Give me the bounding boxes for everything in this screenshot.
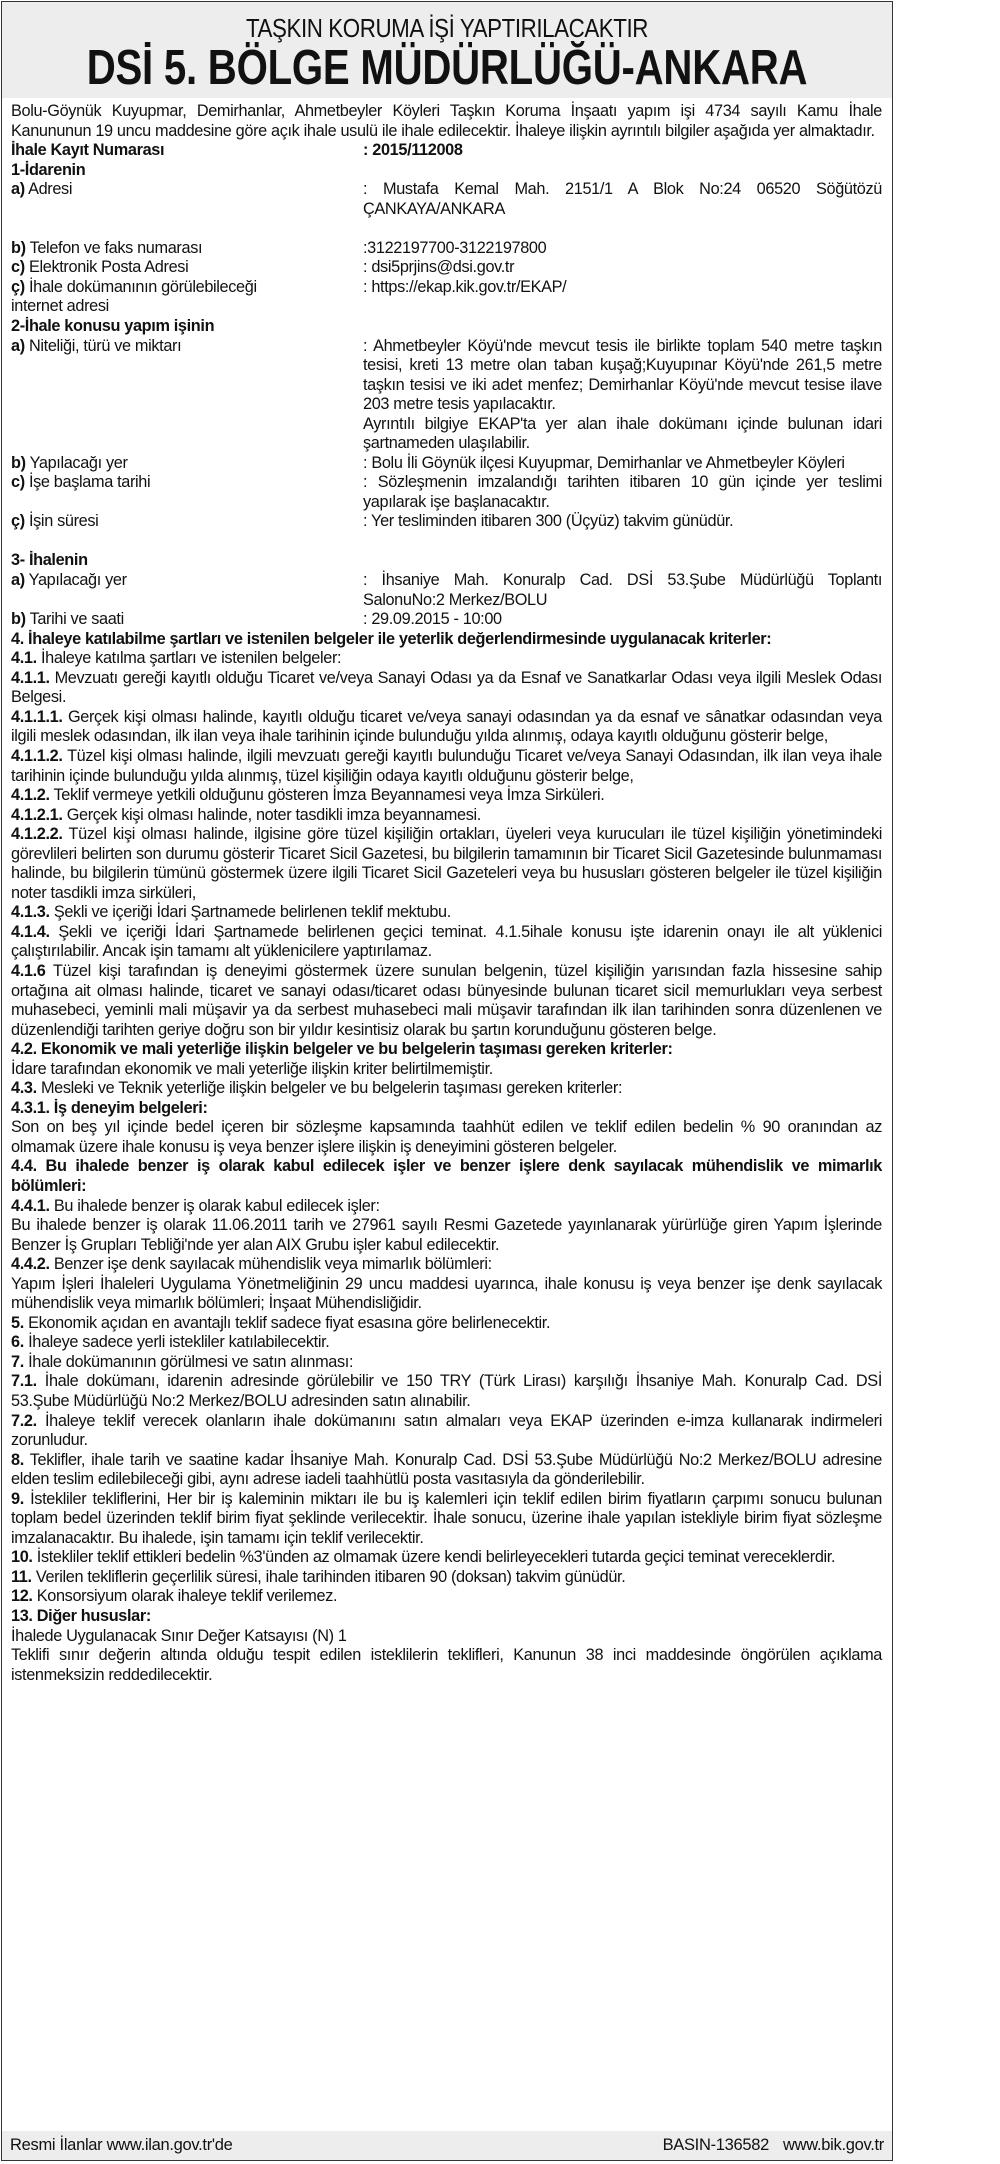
item-key: a)	[11, 571, 25, 590]
item-key: ç)	[11, 512, 25, 531]
notice-header	[2, 2, 892, 98]
item-label: İhale dokümanının görülebileceği internet adresi	[11, 277, 257, 316]
item-value: : İhsaniye Mah. Konuralp Cad. DSİ 53.Şube Müdürlüğü Toplantı SalonuNo:2 Merkez/BOLU	[363, 571, 882, 609]
item-value: :3122197700-3122197800	[363, 238, 547, 257]
item-key: c)	[11, 473, 25, 492]
press-code: BASIN-136582	[662, 2136, 770, 2154]
item-label: Yapılacağı yer	[28, 571, 127, 590]
tender-notice	[1, 1, 893, 2161]
notice-title: DSİ 5. BÖLGE MÜDÜRLÜĞÜ-ANKARA	[86, 41, 808, 95]
clause: 4.1.3. Şekli ve içeriği İdari Şartnamede belirlenen teklif mektubu.	[11, 903, 451, 922]
item-value-note: Ayrıntılı bilgiye EKAP'ta yer alan ihale dokümanı içinde bulunan idari şartnameden ulaşılabilir.	[363, 414, 882, 453]
clause: 4.3. Mesleki ve Teknik yeterliğe ilişkin belgeler ve bu belgelerin taşıması gereken kriterler:	[11, 1079, 623, 1098]
clause: 7. İhale dokümanının görülmesi ve satın alınması:	[11, 1352, 354, 1371]
clauses-list	[11, 630, 882, 1686]
item-label: İşin süresi	[28, 512, 99, 531]
item-key: b)	[11, 610, 26, 629]
tender-datetime-row	[11, 610, 882, 630]
clause: 4.1.1. Mevzuatı gereği kayıtlı olduğu Ticaret ve/veya Sanayi Odası ya da Esnaf ve Sanatkarlar Odası veya ilgili Meslek Odası Belgesi.	[11, 668, 882, 707]
item-key: c)	[11, 258, 25, 277]
item-label: Yapılacağı yer	[29, 453, 128, 472]
item-label: Adresi	[28, 180, 73, 199]
section-3-heading: 3- İhalenin	[11, 551, 88, 570]
clause: 8. Teklifler, ihale tarih ve saatine kadar İhsaniye Mah. Konuralp Cad. DSİ 53.Şube Müdürlüğü No:2 Merkez/BOLU adresine elden teslim edilebileceği gibi, aynı adrese iadeli taahhütlü posta vasıtasıyla da gönderilebilir.	[11, 1450, 882, 1489]
clause: 4. İhaleye katılabilme şartları ve istenilen belgeler ile yeterlik değerlendirmesinde uygulanacak kriterler:	[11, 629, 772, 648]
clause: 13. Diğer hususlar:	[11, 1607, 151, 1626]
clause: 12. Konsorsiyum olarak ihaleye teklif verilemez.	[11, 1587, 338, 1606]
clause: Teklifi sınır değerin altında olduğu tespit edilen isteklilerin teklifleri, Kanunun 38 inci maddesinde öngörülen açıklama istenmeksizin reddedilecektir.	[11, 1646, 882, 1684]
clause: 6. İhaleye sadece yerli istekliler katılabilecektir.	[11, 1333, 330, 1352]
item-value: : Mustafa Kemal Mah. 2151/1 A Blok No:24 06520 Söğütözü ÇANKAYA/ANKARA	[363, 180, 882, 218]
item-label: Telefon ve faks numarası	[29, 238, 203, 257]
clause: 4.1.1.2. Tüzel kişi olması halinde, ilgili mevzuatı gereği kayıtlı bulunduğu Ticaret ve/veya Sanayi Odasından, ilk ilan veya ihale tarihinin içinde bulunduğu yılda alınmış, tüzel kişiliğin odaya kayıtlı olduğunu gösterir belge,	[11, 746, 882, 785]
item-label: Elektronik Posta Adresi	[28, 258, 189, 277]
clause: 7.2. İhaleye teklif verecek olanların ihale dokümanını satın almaları veya EKAP üzerinden e-imza kullanarak indirmeleri zorunludur.	[11, 1411, 882, 1450]
item-label: İşe başlama tarihi	[28, 473, 151, 492]
item-key: b)	[11, 238, 26, 257]
admin-address-row	[11, 180, 882, 219]
clause: 4.4. Bu ihalede benzer iş olarak kabul edilecek işler ve benzer işlere denk sayılacak mühendislik ve mimarlık bölümleri:	[11, 1157, 882, 1195]
clause: 9. İstekliler tekliflerini, Her bir iş kaleminin miktarı ile bu iş kalemleri için teklif edilen birim fiyatların çarpımı sonucu bulunan toplam bedel üzerinden teklif birim fiyat şeklinde verilecektir. İhale sonucu, üzerine ihale yapılan istekliyle birim fiyat sözleşme imzalanacaktır. Bu ihalede, işin tamamı için teklif verilecektir.	[11, 1489, 882, 1547]
section-2-heading: 2-İhale konusu yapım işinin	[11, 316, 215, 335]
clause: Yapım İşleri İhaleleri Uygulama Yönetmeliğinin 29 uncu maddesi uyarınca, ihale konusu iş veya benzer işe denk sayılacak mühendislik veya mimarlık bölümleri; İnşaat Mühendisliğidir.	[11, 1274, 882, 1313]
website-link: : https://ekap.kik.gov.tr/EKAP/	[363, 277, 567, 296]
clause: 5. Ekonomik açıdan en avantajlı teklif sadece fiyat esasına göre belirlenecektir.	[11, 1313, 551, 1332]
clause: 4.1.2. Teklif vermeye yetkili olduğunu gösteren İmza Beyannamesi veya İmza Sirküleri.	[11, 786, 605, 805]
work-location-row	[11, 454, 882, 474]
notice-body	[2, 98, 892, 1685]
registry-number-row	[11, 141, 882, 161]
clause: 4.3.1. İş deneyim belgeleri:	[11, 1098, 208, 1117]
admin-email-row	[11, 258, 882, 278]
clause: 4.1.4. Şekli ve içeriği İdari Şartnamede belirlenen geçici teminat. 4.1.5ihale konusu işte idarenin onayı ile alt yüklenici çalıştırılabilir. Ancak işin tamamı alt yüklenicilere yaptırılamaz.	[11, 922, 882, 961]
clause: 4.1. İhaleye katılma şartları ve istenilen belgeler:	[11, 649, 342, 668]
work-nature-row	[11, 337, 882, 454]
admin-website-row	[11, 278, 882, 317]
registry-label: İhale Kayıt Numarası	[11, 141, 165, 160]
item-key: a)	[11, 180, 25, 199]
duration-row	[11, 512, 882, 532]
email-link: : dsi5prjins@dsi.gov.tr	[363, 258, 515, 277]
registry-value: : 2015/112008	[363, 141, 463, 160]
item-label: Tarihi ve saati	[29, 610, 124, 629]
official-ads-link[interactable]: Resmi İlanlar www.ilan.gov.tr'de	[10, 2136, 233, 2154]
clause: 7.1. İhale dokümanı, idarenin adresinde görülebilir ve 150 TRY (Türk Lirası) karşılığı İhsaniye Mah. Konuralp Cad. DSİ 53.Şube Müdürlüğü No:2 Merkez/BOLU adresinden satın alınabilir.	[11, 1372, 882, 1410]
notice-subtitle: TAŞKIN KORUMA İŞİ YAPTIRILACAKTIR	[245, 13, 649, 43]
clause: Son on beş yıl içinde bedel içeren bir sözleşme kapsamında taahhüt edilen ve teklif edilen bedelin % 90 oranından az olmamak üzere ihale konusu iş veya benzer işlere ilişkin iş deneyimini gösteren belgeler.	[11, 1118, 882, 1156]
item-key: b)	[11, 453, 26, 472]
item-value: : Yer tesliminden itibaren 300 (Üçyüz) takvim günüdür.	[363, 512, 734, 531]
clause: 10. İstekliler teklif ettikleri bedelin %3'ünden az olmamak üzere kendi belirleyecekleri tutarda geçici teminat vereceklerdir.	[11, 1548, 836, 1567]
item-value: : 29.09.2015 - 10:00	[363, 610, 502, 629]
clause: İdare tarafından ekonomik ve mali yeterliğe ilişkin kriter belirtilmemiştir.	[11, 1059, 493, 1078]
item-value: : Bolu İli Göynük ilçesi Kuyupmar, Demirhanlar ve Ahmetbeyler Köyleri	[363, 453, 845, 472]
item-key: a)	[11, 336, 25, 355]
start-date-row	[11, 473, 882, 512]
clause: Bu ihalede benzer iş olarak 11.06.2011 tarih ve 27961 sayılı Resmi Gazetede yayınlanarak yürürlüğe giren Yapım İşlerinde Benzer İş Grupları Tebliği'nde yer alan AIX Grubu işler kabul edilecektir.	[11, 1216, 882, 1254]
item-label: Niteliği, türü ve miktarı	[28, 336, 182, 355]
bik-website-link[interactable]: www.bik.gov.tr	[783, 2136, 884, 2154]
intro-paragraph: Bolu-Göynük Kuyupmar, Demirhanlar, Ahmetbeyler Köyleri Taşkın Koruma İnşaatı yapım işi 4734 sayılı Kamu İhale Kanununun 19 uncu maddesine göre açık ihale usulü ile ihale edilecektir. İhaleye ilişkin ayrıntılı bilgiler aşağıda yer almaktadır.	[11, 102, 882, 140]
clause: 4.4.1. Bu ihalede benzer iş olarak kabul edilecek işler:	[11, 1196, 380, 1215]
item-key: ç)	[11, 277, 25, 296]
item-value: : Sözleşmenin imzalandığı tarihten itibaren 10 gün içinde yer teslimi yapılarak işe başlanacaktır.	[363, 473, 882, 511]
clause: 4.1.1.1. Gerçek kişi olması halinde, kayıtlı olduğu ticaret ve/veya sanayi odasından ya da esnaf ve sânatkar odasından veya ilgili meslek odasından, ilk ilan veya ihale tarihinin içinde bulunduğu yılda alınmış, odaya kayıtlı olduğunu gösterir belge,	[11, 707, 882, 746]
clause: İhalede Uygulanacak Sınır Değer Katsayısı (N) 1	[11, 1626, 347, 1645]
tender-location-row	[11, 571, 882, 610]
clause: 4.1.6 Tüzel kişi tarafından iş deneyimi göstermek üzere sunulan belgenin, tüzel kişiliğin yarısından fazla hissesine sahip ortağına ait olması halinde, ticaret ve sanayi odası/ticaret odası bünyesinde bulunan ticaret sicil memurlukları veya serbest muhasebeci, yeminli mali müşavir ya da serbest muhasebeci mali müşavir tarafından ilk ilan tarihinden sonra düzenlenen ve düzenlendiği tarihten geriye doğru son bir yıldır kesintisiz olarak bu şartın korunduğunu gösteren belge.	[11, 961, 882, 1039]
clause: 4.2. Ekonomik ve mali yeterliğe ilişkin belgeler ve bu belgelerin taşıması gereken kriterler:	[11, 1040, 673, 1059]
section-1-heading: 1-İdarenin	[11, 160, 86, 179]
clause: 11. Verilen tekliflerin geçerlilik süresi, ihale tarihinden itibaren 90 (doksan) takvim günüdür.	[11, 1567, 626, 1586]
clause: 4.4.2. Benzer işe denk sayılacak mühendislik veya mimarlık bölümleri:	[11, 1255, 492, 1274]
notice-footer	[2, 2131, 892, 2160]
item-value: : Ahmetbeyler Köyü'nde mevcut tesis ile birlikte toplam 540 metre taşkın tesisi, kreti 13 metre olan taban kuşağ;Kuyupınar Köyü'nde 261,5 metre taşkın tesisi ve iki adet menfez; Demirhanlar Köyü'nde mevcut tesise ilave 203 metre tesis yapılacaktır.	[363, 336, 882, 414]
clause: 4.1.2.1. Gerçek kişi olması halinde, noter tasdikli imza beyannamesi.	[11, 805, 481, 824]
clause: 4.1.2.2. Tüzel kişi olması halinde, ilgisine göre tüzel kişiliğin ortakları, üyeleri veya kurucuları ile tüzel kişiliğin yönetimindeki görevlileri belirten son durumu gösterir Ticaret Sicil Gazetesi, bu bilgilerin tamamının bir Ticaret Sicil Gazetesinde bulunmaması halinde, bu bilgilerin tümünü göstermek üzere ilgili Ticaret Sicil Gazeteleri veya bu hususları gösteren belgeler ile tüzel kişiliğin noter tasdikli imza sirküleri,	[11, 825, 882, 902]
admin-phone-row	[11, 239, 882, 259]
